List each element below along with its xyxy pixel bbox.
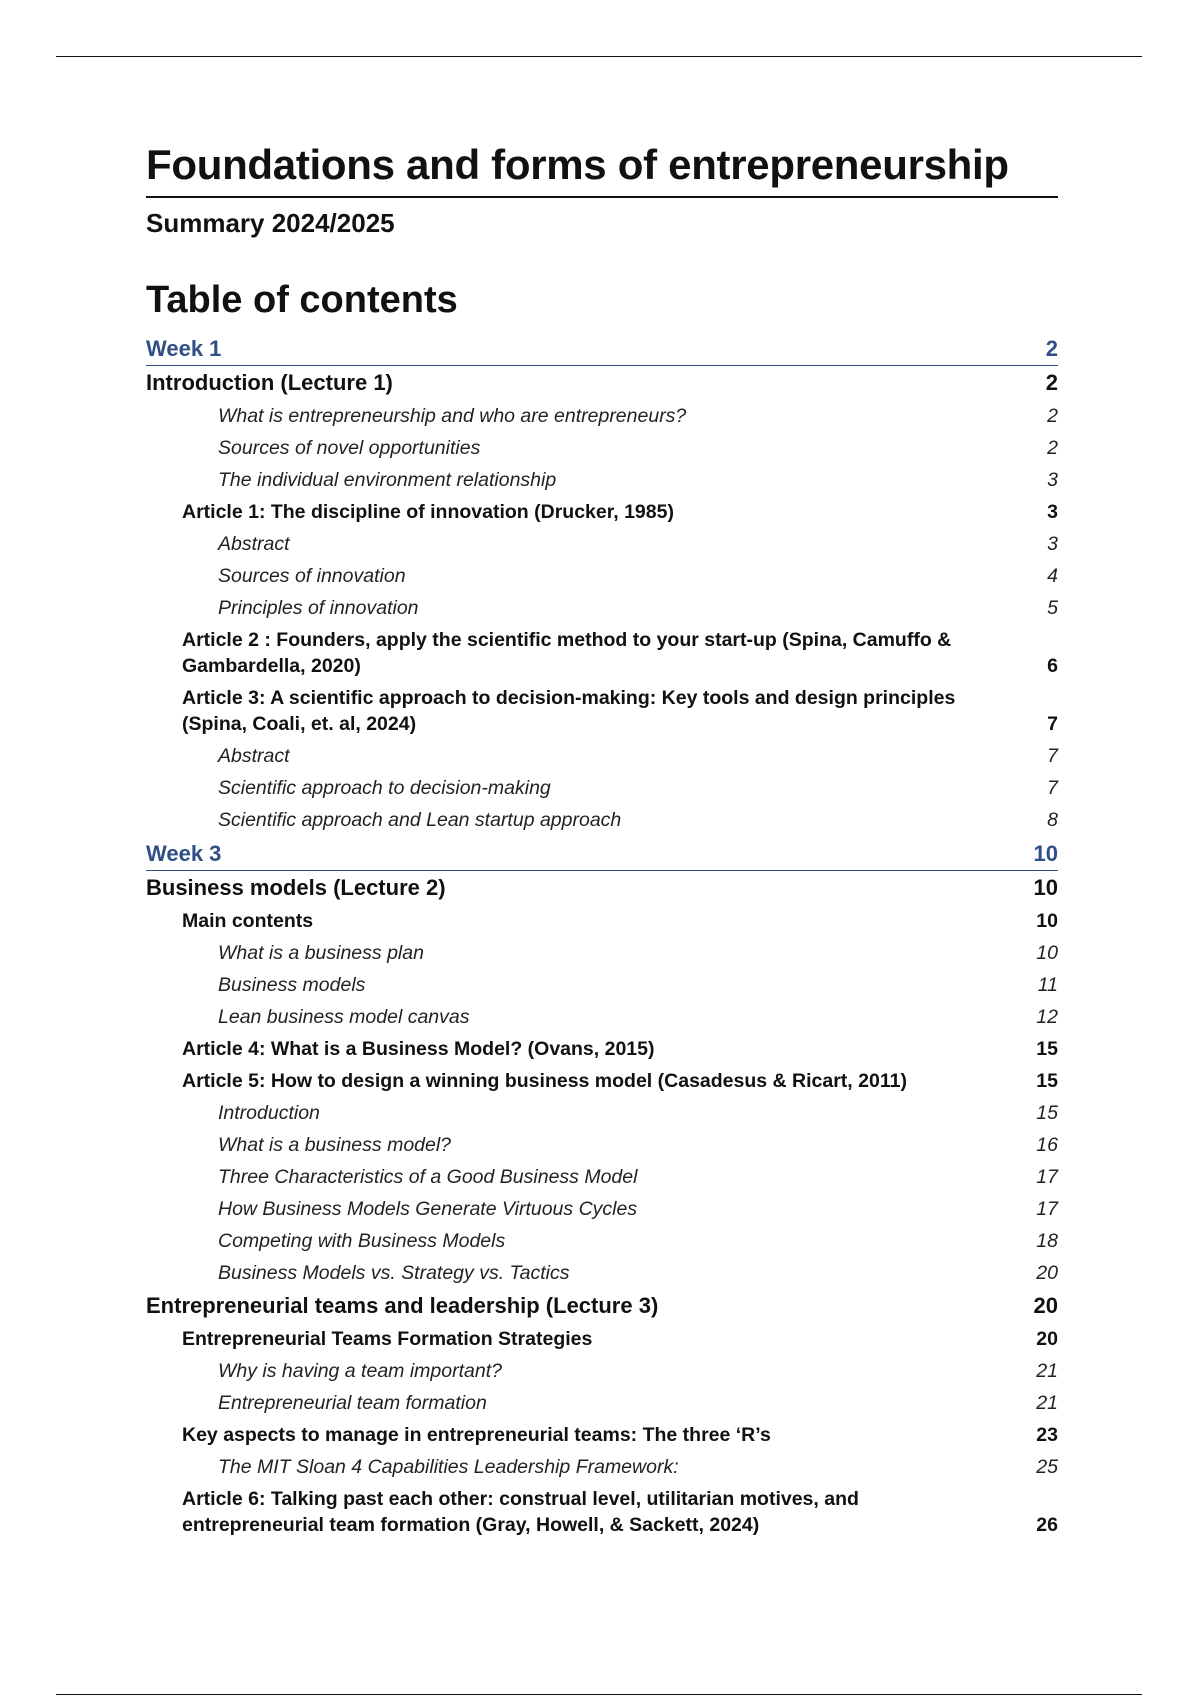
toc-entry[interactable] bbox=[146, 592, 1058, 624]
document-body bbox=[146, 140, 1058, 1541]
toc-entry-page: 20 bbox=[1033, 1293, 1058, 1319]
toc-entry-page: 15 bbox=[1036, 1038, 1058, 1061]
toc-entry[interactable] bbox=[146, 1257, 1058, 1289]
toc-entry[interactable] bbox=[146, 432, 1058, 464]
toc-entry-title: Scientific approach and Lean startup approach bbox=[218, 809, 622, 832]
document-title: Foundations and forms of entrepreneurship bbox=[146, 140, 1058, 198]
toc-entry-page: 10 bbox=[1036, 910, 1058, 933]
toc-entry-title: Entrepreneurial Teams Formation Strategies bbox=[182, 1328, 593, 1351]
toc-entry-page: 20 bbox=[1036, 1262, 1058, 1285]
toc-entry[interactable] bbox=[146, 804, 1058, 836]
toc-entry-page: 18 bbox=[1036, 1230, 1058, 1253]
toc-entry-title: Article 2 : Founders, apply the scientific method to your start-up (Spina, Camuffo & Gambardella, 2020) bbox=[182, 629, 952, 678]
toc-entry-page: 6 bbox=[1047, 655, 1058, 678]
toc-entry-page: 3 bbox=[1047, 469, 1058, 492]
toc-entry-title: Business models (Lecture 2) bbox=[146, 875, 446, 901]
toc-entry[interactable] bbox=[146, 1387, 1058, 1419]
toc-entry[interactable] bbox=[146, 1323, 1058, 1355]
toc-entry[interactable] bbox=[146, 1451, 1058, 1483]
toc-entry-title: The MIT Sloan 4 Capabilities Leadership Framework: bbox=[218, 1456, 679, 1479]
toc-entry-title: Article 6: Talking past each other: construal level, utilitarian motives, and entrepreneurial team formation (Gray, Howell, & Sackett, 2024) bbox=[182, 1488, 859, 1537]
toc-entry[interactable] bbox=[146, 1225, 1058, 1257]
bottom-rule bbox=[56, 1694, 1142, 1695]
toc-entry[interactable] bbox=[146, 400, 1058, 432]
toc-entry-page: 2 bbox=[1045, 336, 1058, 362]
toc-entry-title: Scientific approach to decision-making bbox=[218, 777, 551, 800]
toc-entry-page: 11 bbox=[1037, 974, 1058, 997]
toc-entry-title: Introduction bbox=[218, 1102, 320, 1125]
toc-entry-title: Introduction (Lecture 1) bbox=[146, 370, 393, 396]
toc-entry-page: 3 bbox=[1047, 533, 1058, 556]
toc-entry-title: Entrepreneurial teams and leadership (Lecture 3) bbox=[146, 1293, 659, 1319]
toc-entry[interactable] bbox=[146, 682, 1058, 740]
toc-entry-title: What is entrepreneurship and who are entrepreneurs? bbox=[218, 405, 687, 428]
toc-entry-page: 16 bbox=[1036, 1134, 1058, 1157]
toc-entry-title: Lean business model canvas bbox=[218, 1006, 470, 1029]
toc-entry-page: 21 bbox=[1036, 1392, 1058, 1415]
toc-entry-page: 2 bbox=[1047, 437, 1058, 460]
toc-entry-title: Why is having a team important? bbox=[218, 1360, 502, 1383]
toc-entry[interactable] bbox=[146, 1129, 1058, 1161]
toc-entry-page: 2 bbox=[1047, 405, 1058, 428]
toc-entry-page: 10 bbox=[1033, 875, 1058, 901]
toc-entry-title: Article 1: The discipline of innovation (Drucker, 1985) bbox=[182, 501, 674, 524]
toc-entry-page: 26 bbox=[1036, 1514, 1058, 1537]
table-of-contents bbox=[146, 331, 1058, 1541]
toc-entry[interactable] bbox=[146, 969, 1058, 1001]
toc-entry[interactable] bbox=[146, 871, 1058, 905]
toc-entry-title: Abstract bbox=[218, 745, 290, 768]
toc-entry-title: Competing with Business Models bbox=[218, 1230, 506, 1253]
toc-entry[interactable] bbox=[146, 1097, 1058, 1129]
toc-entry-title: Article 4: What is a Business Model? (Ovans, 2015) bbox=[182, 1038, 655, 1061]
toc-entry-title: Abstract bbox=[218, 533, 290, 556]
toc-entry-title: Key aspects to manage in entrepreneurial teams: The three ‘R’s bbox=[182, 1424, 771, 1447]
toc-week-heading[interactable] bbox=[146, 331, 1058, 366]
toc-entry-page: 7 bbox=[1047, 745, 1058, 768]
toc-entry[interactable] bbox=[146, 1033, 1058, 1065]
toc-entry-page: 3 bbox=[1047, 501, 1058, 524]
toc-entry-page: 17 bbox=[1036, 1198, 1058, 1221]
toc-entry[interactable] bbox=[146, 772, 1058, 804]
toc-entry-title: Business Models vs. Strategy vs. Tactics bbox=[218, 1262, 570, 1285]
toc-entry-title: How Business Models Generate Virtuous Cycles bbox=[218, 1198, 638, 1221]
toc-entry-page: 4 bbox=[1047, 565, 1058, 588]
toc-entry[interactable] bbox=[146, 740, 1058, 772]
toc-entry[interactable] bbox=[146, 1289, 1058, 1323]
toc-entry-page: 15 bbox=[1036, 1070, 1058, 1093]
toc-entry[interactable] bbox=[146, 1355, 1058, 1387]
toc-entry-page: 12 bbox=[1036, 1006, 1058, 1029]
toc-entry-page: 20 bbox=[1036, 1328, 1058, 1351]
toc-entry-title: Article 5: How to design a winning business model (Casadesus & Ricart, 2011) bbox=[182, 1070, 907, 1093]
toc-entry-title: Principles of innovation bbox=[218, 597, 419, 620]
toc-entry-title: What is a business model? bbox=[218, 1134, 452, 1157]
toc-entry[interactable] bbox=[146, 1065, 1058, 1097]
toc-entry[interactable] bbox=[146, 1193, 1058, 1225]
toc-entry[interactable] bbox=[146, 1419, 1058, 1451]
toc-entry-title: Article 3: A scientific approach to decision-making: Key tools and design principles (Spina, Coali, et. al, 2024) bbox=[182, 687, 956, 736]
toc-entry-page: 10 bbox=[1033, 841, 1058, 867]
toc-entry-title: Week 1 bbox=[146, 336, 222, 362]
toc-entry[interactable] bbox=[146, 937, 1058, 969]
document-subtitle: Summary 2024/2025 bbox=[146, 208, 395, 239]
toc-entry-page: 17 bbox=[1036, 1166, 1058, 1189]
toc-entry[interactable] bbox=[146, 464, 1058, 496]
toc-entry-page: 15 bbox=[1036, 1102, 1058, 1125]
toc-entry-page: 21 bbox=[1036, 1360, 1058, 1383]
toc-entry-title: Entrepreneurial team formation bbox=[218, 1392, 487, 1415]
toc-entry-title: What is a business plan bbox=[218, 942, 424, 965]
toc-entry-page: 7 bbox=[1047, 777, 1058, 800]
toc-entry-title: Sources of novel opportunities bbox=[218, 437, 481, 460]
toc-entry-title: The individual environment relationship bbox=[218, 469, 557, 492]
toc-entry-page: 10 bbox=[1036, 942, 1058, 965]
toc-entry-page: 8 bbox=[1047, 809, 1058, 832]
toc-heading: Table of contents bbox=[146, 278, 458, 321]
toc-entry[interactable] bbox=[146, 560, 1058, 592]
toc-entry[interactable] bbox=[146, 528, 1058, 560]
toc-entry[interactable] bbox=[146, 366, 1058, 400]
toc-entry-title: Three Characteristics of a Good Business Model bbox=[218, 1166, 638, 1189]
toc-week-heading[interactable] bbox=[146, 836, 1058, 871]
toc-entry-title: Main contents bbox=[182, 910, 314, 933]
toc-entry-title: Week 3 bbox=[146, 841, 222, 867]
toc-entry-page: 7 bbox=[1047, 713, 1058, 736]
toc-entry[interactable] bbox=[146, 1001, 1058, 1033]
toc-entry-title: Sources of innovation bbox=[218, 565, 406, 588]
toc-entry[interactable] bbox=[146, 1161, 1058, 1193]
toc-entry[interactable] bbox=[146, 624, 1058, 682]
toc-entry-page: 25 bbox=[1036, 1456, 1058, 1479]
toc-entry-page: 5 bbox=[1047, 597, 1058, 620]
toc-entry-title: Business models bbox=[218, 974, 366, 997]
toc-entry[interactable] bbox=[146, 496, 1058, 528]
toc-entry[interactable] bbox=[146, 905, 1058, 937]
top-rule bbox=[56, 56, 1142, 57]
toc-entry-page: 23 bbox=[1036, 1424, 1058, 1447]
toc-entry-page: 2 bbox=[1045, 370, 1058, 396]
toc-entry[interactable] bbox=[146, 1483, 1058, 1541]
